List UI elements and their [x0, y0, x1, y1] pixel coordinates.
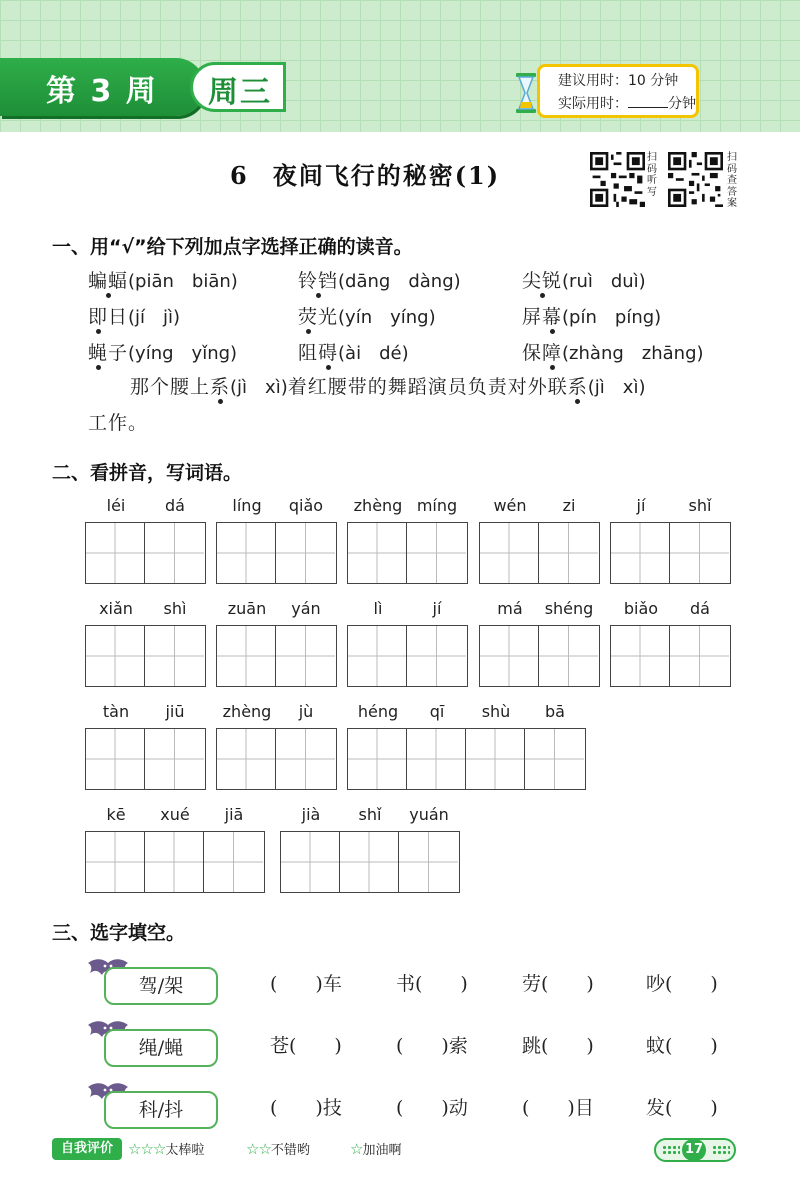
actual-time	[558, 93, 696, 113]
pinyin-syllable: shéng	[544, 599, 594, 618]
dotted-char: 系	[567, 376, 588, 398]
pinyin-syllable: xué	[160, 805, 190, 824]
writing-cell[interactable]	[407, 729, 466, 789]
sentence-line-2: 工作。	[88, 412, 149, 434]
writing-grid[interactable]	[216, 522, 337, 584]
writing-cell[interactable]	[145, 729, 204, 789]
sentence-part: 那个腰上	[130, 376, 211, 398]
writing-cell[interactable]	[670, 626, 729, 686]
star-icon: ☆	[350, 1140, 363, 1158]
writing-cell[interactable]	[276, 729, 335, 789]
char-choice-box: 驾/架	[104, 967, 218, 1005]
pinyin-choice-item	[298, 266, 461, 293]
pinyin-options[interactable]: (dāng dàng)	[338, 271, 461, 292]
star-icon: ☆☆☆	[128, 1140, 166, 1158]
page-number: 17	[682, 1139, 706, 1161]
pinyin-syllable: jiū	[165, 702, 185, 721]
dotted-char: 铃铛	[298, 270, 339, 292]
pinyin-syllable: xiǎn	[99, 599, 133, 618]
pinyin-syllable: qiǎo	[288, 496, 324, 515]
fill-blank-item[interactable]: 跳( )	[522, 1035, 594, 1057]
pinyin-syllable: yuán	[409, 805, 449, 824]
pinyin-syllable: bā	[545, 702, 565, 721]
writing-grid[interactable]	[610, 522, 731, 584]
rating-excellent[interactable]	[128, 1139, 204, 1158]
writing-grid[interactable]	[347, 522, 468, 584]
fill-blank-item[interactable]: ( )动	[396, 1097, 468, 1119]
writing-grid[interactable]	[479, 522, 600, 584]
dotted-char: 幕	[542, 306, 563, 328]
fill-blank-item[interactable]: ( )技	[270, 1097, 342, 1119]
writing-cell[interactable]	[217, 729, 276, 789]
writing-grid[interactable]	[85, 522, 206, 584]
pinyin-syllable: jí	[432, 599, 442, 618]
fill-blank-item[interactable]: 蚊( )	[646, 1035, 718, 1057]
pinyin-syllable: jiā	[224, 805, 244, 824]
pinyin-syllable: zhèng	[222, 702, 272, 721]
pinyin-syllable: biǎo	[623, 599, 659, 618]
qr-code-answer-icon[interactable]	[668, 152, 723, 207]
dotted-char: 障	[542, 342, 563, 364]
section2-heading: 二、看拼音，写词语。	[52, 462, 243, 484]
pinyin-syllable: tàn	[102, 702, 130, 721]
writing-cell[interactable]	[611, 523, 670, 583]
dotted-char: 系	[210, 376, 231, 398]
writing-grid[interactable]	[347, 625, 468, 687]
decor-dots	[662, 1145, 680, 1155]
writing-cell[interactable]	[86, 832, 145, 892]
pinyin-syllable: zuān	[227, 599, 267, 618]
dotted-char: 即	[88, 306, 109, 328]
word-char: 保	[522, 342, 543, 364]
writing-grid[interactable]	[216, 728, 337, 790]
rating-label: 加油啊	[362, 1143, 402, 1158]
pinyin-syllable: yán	[291, 599, 321, 618]
writing-cell[interactable]	[276, 523, 335, 583]
fill-blank-item[interactable]: 发( )	[646, 1097, 718, 1119]
writing-grid[interactable]	[85, 728, 206, 790]
char-choice-box: 科/抖	[104, 1091, 218, 1129]
writing-cell[interactable]	[670, 523, 729, 583]
writing-grid[interactable]	[610, 625, 731, 687]
pinyin-syllable: kē	[106, 805, 126, 824]
writing-cell[interactable]	[281, 832, 340, 892]
pinyin-options[interactable]: (zhàng zhāng)	[562, 343, 704, 364]
qr-answer-label: 扫码查答案	[727, 152, 737, 209]
rating-good[interactable]	[246, 1139, 310, 1158]
writing-cell[interactable]	[276, 626, 335, 686]
dotted-char: 尖锐	[522, 270, 563, 292]
pinyin-options[interactable]: (jì xì)	[587, 377, 646, 398]
dotted-char: 碍	[318, 342, 339, 364]
writing-cell[interactable]	[399, 832, 458, 892]
pinyin-syllable: qī	[429, 702, 445, 721]
writing-cell[interactable]	[407, 523, 466, 583]
pinyin-syllable: zhèng	[353, 496, 403, 515]
pinyin-options[interactable]: (piān biān)	[128, 271, 238, 292]
qr-listen-label: 扫码听写	[647, 152, 657, 198]
writing-cell[interactable]	[145, 523, 204, 583]
pinyin-choice-item	[298, 302, 436, 329]
fill-blank-item[interactable]: 劳( )	[522, 973, 594, 995]
writing-cell[interactable]	[348, 729, 407, 789]
pinyin-choice-item	[88, 266, 238, 293]
rating-label: 不错哟	[270, 1143, 310, 1158]
pinyin-options[interactable]: (jì xì)	[230, 377, 288, 398]
writing-cell[interactable]	[407, 626, 466, 686]
pinyin-options[interactable]: (yín yíng)	[338, 307, 436, 328]
char-choice-box: 绳/蝇	[104, 1029, 218, 1067]
writing-cell[interactable]	[86, 729, 145, 789]
lesson-name: 夜间飞行的秘密(1)	[272, 161, 501, 190]
pinyin-options[interactable]: (ruì duì)	[562, 271, 646, 292]
pinyin-choice-item	[88, 302, 180, 329]
writing-grid[interactable]	[347, 728, 586, 790]
decor-dots	[712, 1145, 730, 1155]
writing-cell[interactable]	[466, 729, 525, 789]
pinyin-syllable: héng	[357, 702, 399, 721]
writing-cell[interactable]	[145, 832, 204, 892]
pinyin-syllable: léi	[106, 496, 126, 515]
pinyin-syllable: shù	[481, 702, 511, 721]
fill-blank-item[interactable]: ( )目	[522, 1097, 594, 1119]
fill-blank-item[interactable]: ( )车	[270, 973, 342, 995]
pinyin-syllable: lì	[373, 599, 383, 618]
writing-cell[interactable]	[217, 626, 276, 686]
rating-keep-going[interactable]	[350, 1139, 401, 1158]
actual-time-label: 实际用时：	[558, 96, 628, 112]
qr-code-listen-icon[interactable]	[590, 152, 645, 207]
pinyin-syllable: míng	[416, 496, 458, 515]
sentence-line-1	[130, 372, 645, 399]
pinyin-options[interactable]: (jí jì)	[128, 307, 181, 328]
dotted-char: 荧	[298, 306, 319, 328]
writing-cell[interactable]	[539, 523, 598, 583]
sentence-part: 着红腰带的舞蹈演员负责对外联	[287, 376, 568, 398]
writing-cell[interactable]	[145, 626, 204, 686]
pinyin-choice-item	[522, 338, 704, 365]
word-char: 阻	[298, 342, 319, 364]
pinyin-syllable: líng	[232, 496, 262, 515]
pinyin-options[interactable]: (yíng yǐng)	[128, 343, 238, 364]
lesson-title	[230, 156, 500, 191]
pinyin-choice-item	[522, 266, 646, 293]
word-char: 日	[108, 306, 129, 328]
writing-cell[interactable]	[86, 523, 145, 583]
writing-grid[interactable]	[479, 625, 600, 687]
pinyin-syllable: zi	[562, 496, 576, 515]
pinyin-syllable: jí	[636, 496, 646, 515]
word-char: 子	[108, 342, 129, 364]
rating-label: 太棒啦	[165, 1143, 205, 1158]
fill-blank-item[interactable]: ( )索	[396, 1035, 468, 1057]
lesson-number: 6	[230, 161, 249, 190]
writing-cell[interactable]	[340, 832, 399, 892]
suggested-time: 建议用时：10 分钟	[558, 73, 679, 89]
pinyin-options[interactable]: (pín píng)	[562, 307, 662, 328]
day-label: 周三	[208, 75, 272, 110]
dotted-char: 蝙蝠	[88, 270, 129, 292]
pinyin-syllable: shǐ	[358, 805, 382, 824]
writing-grid[interactable]	[280, 831, 460, 893]
pinyin-syllable: jià	[301, 805, 321, 824]
pinyin-syllable: dá	[690, 599, 710, 618]
week-label: 第 3 周	[46, 74, 158, 109]
writing-cell[interactable]	[348, 626, 407, 686]
self-eval-label: 自我评价	[52, 1138, 122, 1160]
pinyin-syllable: shǐ	[688, 496, 712, 515]
writing-cell[interactable]	[480, 626, 539, 686]
section1-heading: 一、用“√”给下列加点字选择正确的读音。	[52, 236, 413, 258]
star-icon: ☆☆	[246, 1140, 271, 1158]
pinyin-syllable: shì	[163, 599, 187, 618]
actual-time-blank[interactable]	[628, 96, 668, 108]
word-char: 光	[318, 306, 339, 328]
fill-blank-item[interactable]: 吵( )	[646, 973, 718, 995]
hourglass-icon	[515, 72, 537, 114]
dotted-char: 蝇	[88, 342, 109, 364]
fill-blank-item[interactable]: 苍( )	[270, 1035, 342, 1057]
writing-cell[interactable]	[86, 626, 145, 686]
pinyin-choice-item	[298, 338, 409, 365]
pinyin-syllable: jù	[298, 702, 314, 721]
writing-grid[interactable]	[85, 625, 206, 687]
writing-cell[interactable]	[348, 523, 407, 583]
writing-cell[interactable]	[539, 626, 598, 686]
pinyin-syllable: wén	[493, 496, 527, 515]
writing-cell[interactable]	[611, 626, 670, 686]
writing-grid[interactable]	[216, 625, 337, 687]
writing-cell[interactable]	[480, 523, 539, 583]
pinyin-syllable: má	[497, 599, 523, 618]
pinyin-choice-item	[88, 338, 237, 365]
fill-blank-item[interactable]: 书( )	[396, 973, 468, 995]
writing-cell[interactable]	[217, 523, 276, 583]
pinyin-choice-item	[522, 302, 661, 329]
pinyin-syllable: dá	[165, 496, 185, 515]
pinyin-options[interactable]: (ài dé)	[338, 343, 409, 364]
section3-heading: 三、选字填空。	[52, 922, 186, 944]
word-char: 屏	[522, 306, 543, 328]
actual-time-unit: 分钟	[668, 96, 696, 112]
writing-grid[interactable]	[85, 831, 265, 893]
writing-cell[interactable]	[204, 832, 263, 892]
writing-cell[interactable]	[525, 729, 584, 789]
